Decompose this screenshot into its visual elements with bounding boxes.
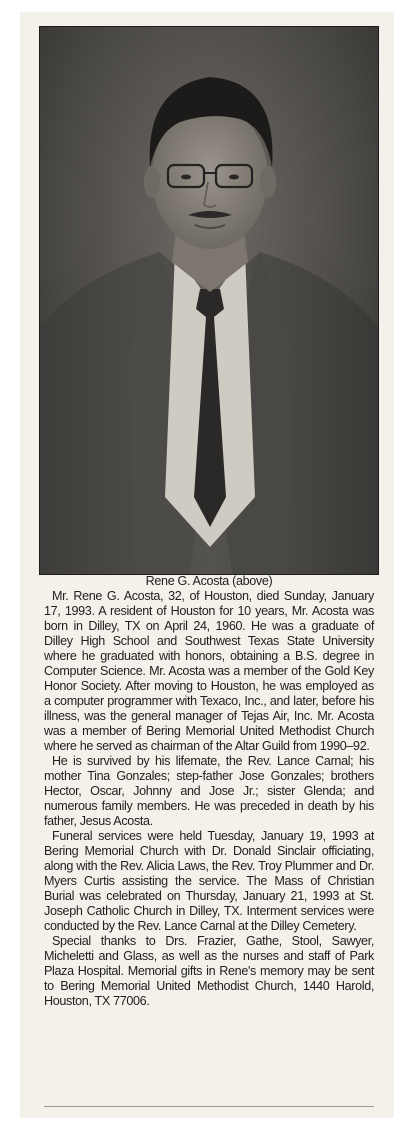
- services-paragraph: Funeral services were held Tuesday, January 19, 1993 at Bering Memorial Church with Dr. Donald Sinclair officiating, along with the Rev. Alicia Laws, the Rev. Troy Plummer and Dr. Myers Curtis assisting the service. The Mass of Christian Burial was celebrated on Thursday, January 21, 1993 at St. Joseph Catholic Church in Dilley, TX. Interment services were conducted by the Rev. Lance Carnal at the Dilley Cemetery.: [44, 829, 374, 933]
- portrait-photo: [39, 26, 379, 575]
- thanks-paragraph: Special thanks to Drs. Frazier, Gathe, Stool, Sawyer, Micheletti and Glass, as well as the nurses and staff of Park Plaza Hospital. Memorial gifts in Rene's memory may be sent to Bering Memorial United Methodist Church, 1440 Harold, Houston, TX 77006.: [44, 934, 374, 1008]
- survivors-paragraph: He is survived by his lifemate, the Rev. Lance Carnal; his mother Tina Gonzales; step-father Jose Gonzales; brothers Hector, Oscar, Johnny and Jose Jr.; sister Glenda; and numerous family members. He was preceded in death by his father, Jesus Acosta.: [44, 754, 374, 828]
- bottom-divider: [44, 1106, 374, 1107]
- biography-paragraph: Mr. Rene G. Acosta, 32, of Houston, died Sunday, January 17, 1993. A resident of Houston for 10 years, Mr. Acosta was born in Dilley, TX on April 24, 1960. He was a graduate of Dilley High School and Southwest Texas State University where he graduated with honors, obtaining a B.S. degree in Computer Science. Mr. Acosta was a member of the Gold Key Honor Society. After moving to Houston, he was employed as a computer programmer with Texaco, Inc., and later, before his illness, was the general manager of Tejas Air, Inc. Mr. Acosta was a member of Bering Memorial United Methodist Church where he served as chairman of the Altar Guild from 1990–92.: [44, 589, 374, 753]
- photo-caption: Rene G. Acosta (above): [145, 574, 273, 588]
- obituary-text: [44, 574, 374, 1009]
